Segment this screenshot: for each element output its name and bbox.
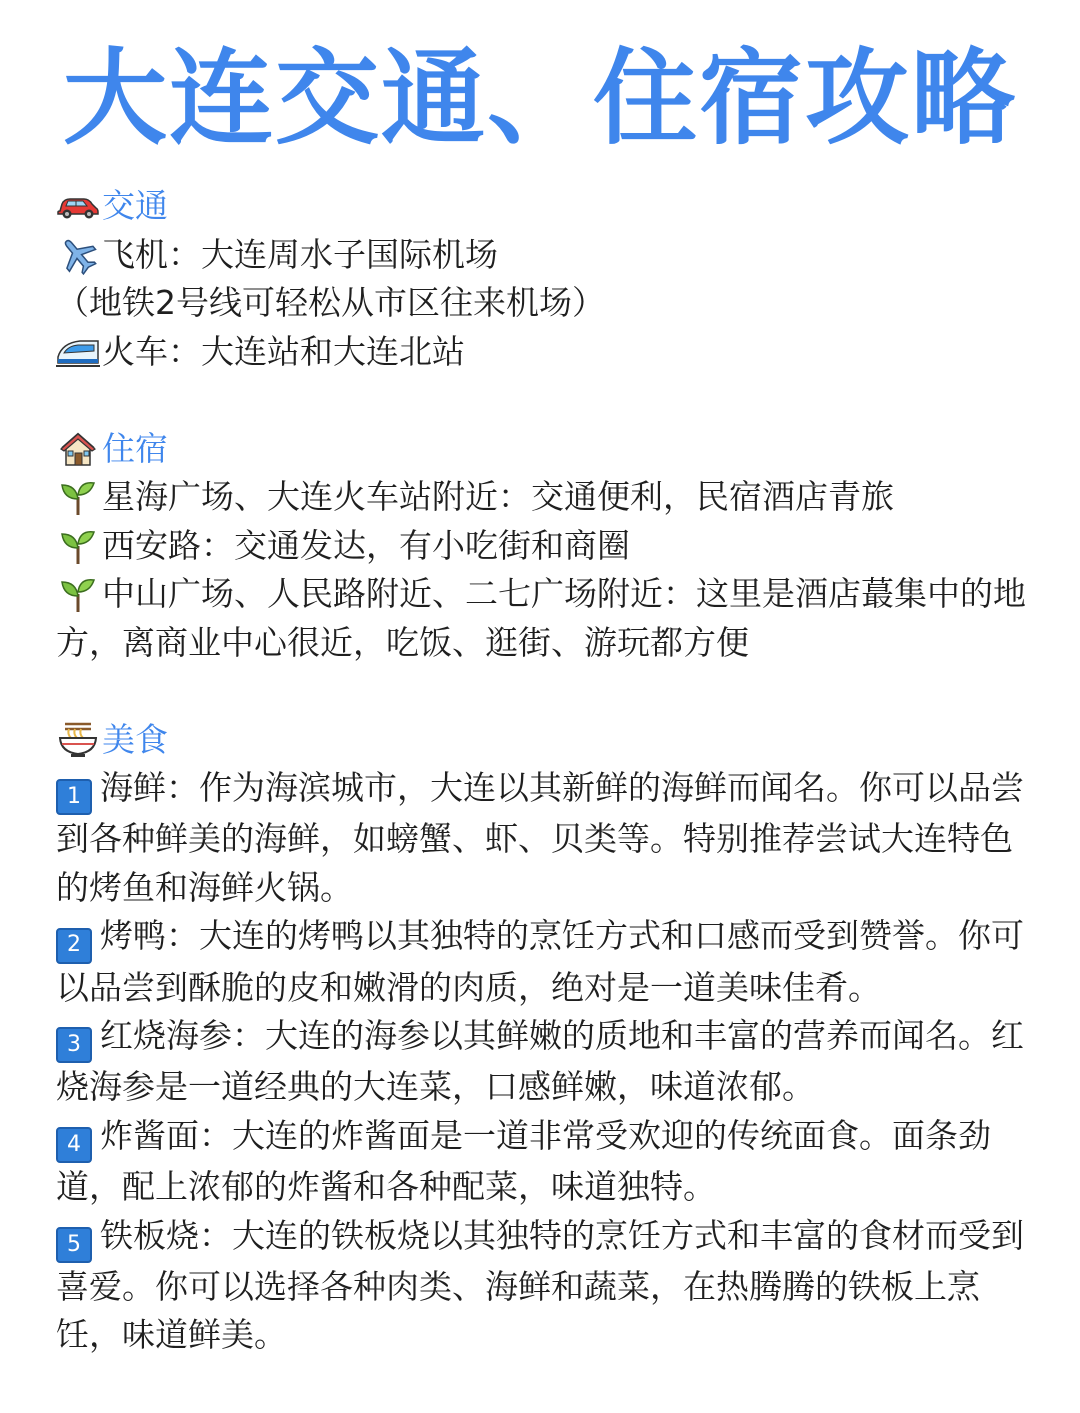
lodging-item-text: 中山广场、人民路附近、二七广场附近：这里是酒店蕞集中的地方，离商业中心很近，吃饭、逛街、游玩都方便: [56, 574, 1026, 662]
transport-heading: [56, 182, 1036, 231]
food-item-text: 海鲜：作为海滨城市，大连以其新鲜的海鲜而闻名。你可以品尝到各种鲜美的海鲜，如螃蟹、虾、贝类等。特别推荐尝试大连特色的烤鱼和海鲜火锅。: [56, 768, 1024, 907]
transport-plane-text: 飞机：大连周水子国际机场: [102, 234, 498, 274]
number-badge: 3: [56, 1027, 92, 1063]
page-title: 大连交通、住宿攻略: [62, 37, 1017, 159]
food-heading-label: 美食: [102, 719, 168, 759]
transport-heading-label: 交通: [102, 186, 168, 225]
transport-plane: [56, 231, 1036, 280]
transport-plane-note: [56, 279, 1036, 328]
transport-plane-note-text: （地铁2号线可轻松从市区往来机场）: [56, 283, 605, 322]
food-item-text: 铁板烧：大连的铁板烧以其独特的烹饪方式和丰富的食材而受到喜爱。你可以选择各种肉类、海鲜和蔬菜，在热腾腾的铁板上烹饪，味道鲜美。: [56, 1215, 1024, 1355]
airplane-icon: [56, 233, 100, 277]
food-item: [56, 1012, 1036, 1112]
seedling-icon: [56, 524, 100, 568]
food-item: [56, 1212, 1036, 1360]
food-item-text: 烤鸭：大连的烤鸭以其独特的烹饪方式和口感而受到赞誉。你可以品尝到酥脆的皮和嫩滑的肉质，绝对是一道美味佳肴。: [56, 916, 1024, 1007]
number-badge: 5: [56, 1227, 92, 1263]
food-item-text: 炸酱面：大连的炸酱面是一道非常受欢迎的传统面食。面条劲道，配上浓郁的炸酱和各种配菜，味道独特。: [56, 1115, 991, 1206]
lodging-item-text: 星海广场、大连火车站附近：交通便利，民宿酒店青旅: [102, 477, 894, 516]
food-heading: [56, 716, 1036, 765]
number-badge: 1: [56, 779, 92, 815]
food-item-text: 红烧海参：大连的海参以其鲜嫩的质地和丰富的营养而闻名。红烧海参是一道经典的大连菜，口感鲜嫩，味道浓郁。: [56, 1016, 1024, 1107]
lodging-item: [56, 473, 1036, 522]
lodging-item: [56, 522, 1036, 571]
lodging-heading-label: 住宿: [102, 428, 168, 468]
number-badge: 2: [56, 928, 92, 964]
lodging-item-text: 西安路：交通发达，有小吃街和商圈: [102, 525, 630, 565]
transport-train: [56, 328, 1036, 377]
food-item: [56, 912, 1036, 1012]
food-item: [56, 764, 1036, 912]
seedling-icon: [56, 572, 100, 616]
lodging-item: [56, 570, 1036, 667]
train-icon: [56, 330, 100, 374]
food-item: [56, 1112, 1036, 1212]
guide-content: [56, 182, 1036, 1360]
house-icon: [56, 427, 100, 471]
number-badge: 4: [56, 1127, 92, 1163]
seedling-icon: [56, 475, 100, 519]
lodging-heading: [56, 425, 1036, 474]
noodle-bowl-icon: [56, 718, 100, 762]
car-icon: [56, 184, 100, 228]
transport-train-text: 火车：大连站和大连北站: [102, 331, 465, 371]
